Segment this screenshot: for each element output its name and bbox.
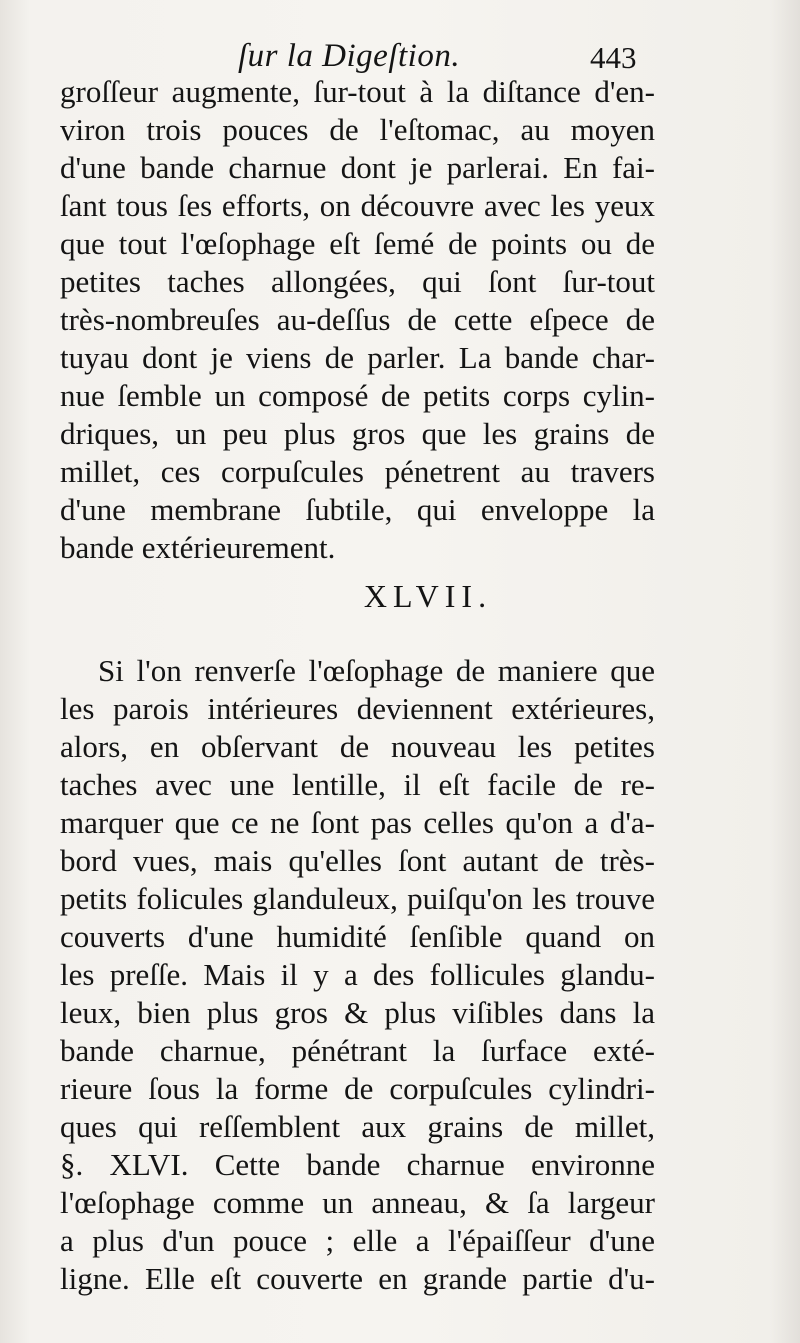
text-line: les preſſe. Mais il y a des follicules glandu- xyxy=(60,957,655,992)
text-line: bande extérieurement. xyxy=(60,530,336,565)
text-line: couverts d'une humidité ſenſible quand on xyxy=(60,919,655,954)
text-line: ques qui reſſemblent aux grains de millet, xyxy=(60,1109,655,1144)
text-line: ſant tous ſes efforts, on découvre avec les yeux xyxy=(60,188,655,223)
running-head: ſur la Digeſtion. xyxy=(238,38,461,74)
text-line: bord vues, mais qu'elles ſont autant de très- xyxy=(60,843,655,878)
text-line: que tout l'œſophage eſt ſemé de points ou de xyxy=(60,226,655,261)
text-line: d'une bande charnue dont je parlerai. En fai- xyxy=(60,150,655,185)
paragraph-1 xyxy=(60,73,655,567)
text-line: nue ſemble un composé de petits corps cylin- xyxy=(60,378,655,413)
page-number: 443 xyxy=(590,40,637,75)
paragraph-2 xyxy=(60,652,655,1298)
text-line: très-nombreuſes au-deſſus de cette eſpece de xyxy=(60,302,655,337)
text-line: petites taches allongées, qui ſont ſur-tout xyxy=(60,264,655,299)
text-line: l'œſophage comme un anneau, & ſa largeur xyxy=(60,1185,655,1220)
text-line: tuyau dont je viens de parler. La bande char- xyxy=(60,340,655,375)
text-line: Si l'on renverſe l'œſophage de maniere que xyxy=(98,653,655,688)
text-line: alors, en obſervant de nouveau les petites xyxy=(60,729,655,764)
text-line: viron trois pouces de l'eſtomac, au moyen xyxy=(60,112,655,147)
text-line: les parois intérieures deviennent extérieures, xyxy=(60,691,655,726)
text-line: a plus d'un pouce ; elle a l'épaiſſeur d'une xyxy=(60,1223,655,1258)
section-number: XLVII. xyxy=(363,578,493,614)
text-line: bande charnue, pénétrant la ſurface exté- xyxy=(60,1033,655,1068)
text-line: groſſeur augmente, ſur-tout à la diſtance d'en- xyxy=(60,74,655,109)
text-line: ligne. Elle eſt couverte en grande partie d'u- xyxy=(60,1261,655,1296)
section-heading xyxy=(0,578,800,615)
text-line: marquer que ce ne ſont pas celles qu'on a d'a- xyxy=(60,805,655,840)
text-line: taches avec une lentille, il eſt facile de re- xyxy=(60,767,655,802)
text-line: leux, bien plus gros & plus viſibles dans la xyxy=(60,995,655,1030)
text-line: petits folicules glanduleux, puiſqu'on les trouve xyxy=(60,881,655,916)
text-line: rieure ſous la forme de corpuſcules cylindri- xyxy=(60,1071,655,1106)
text-line: driques, un peu plus gros que les grains de xyxy=(60,416,655,451)
text-line: d'une membrane ſubtile, qui enveloppe la xyxy=(60,492,655,527)
text-line: §. XLVI. Cette bande charnue environne xyxy=(60,1147,655,1182)
text-line: millet, ces corpuſcules pénetrent au travers xyxy=(60,454,655,489)
